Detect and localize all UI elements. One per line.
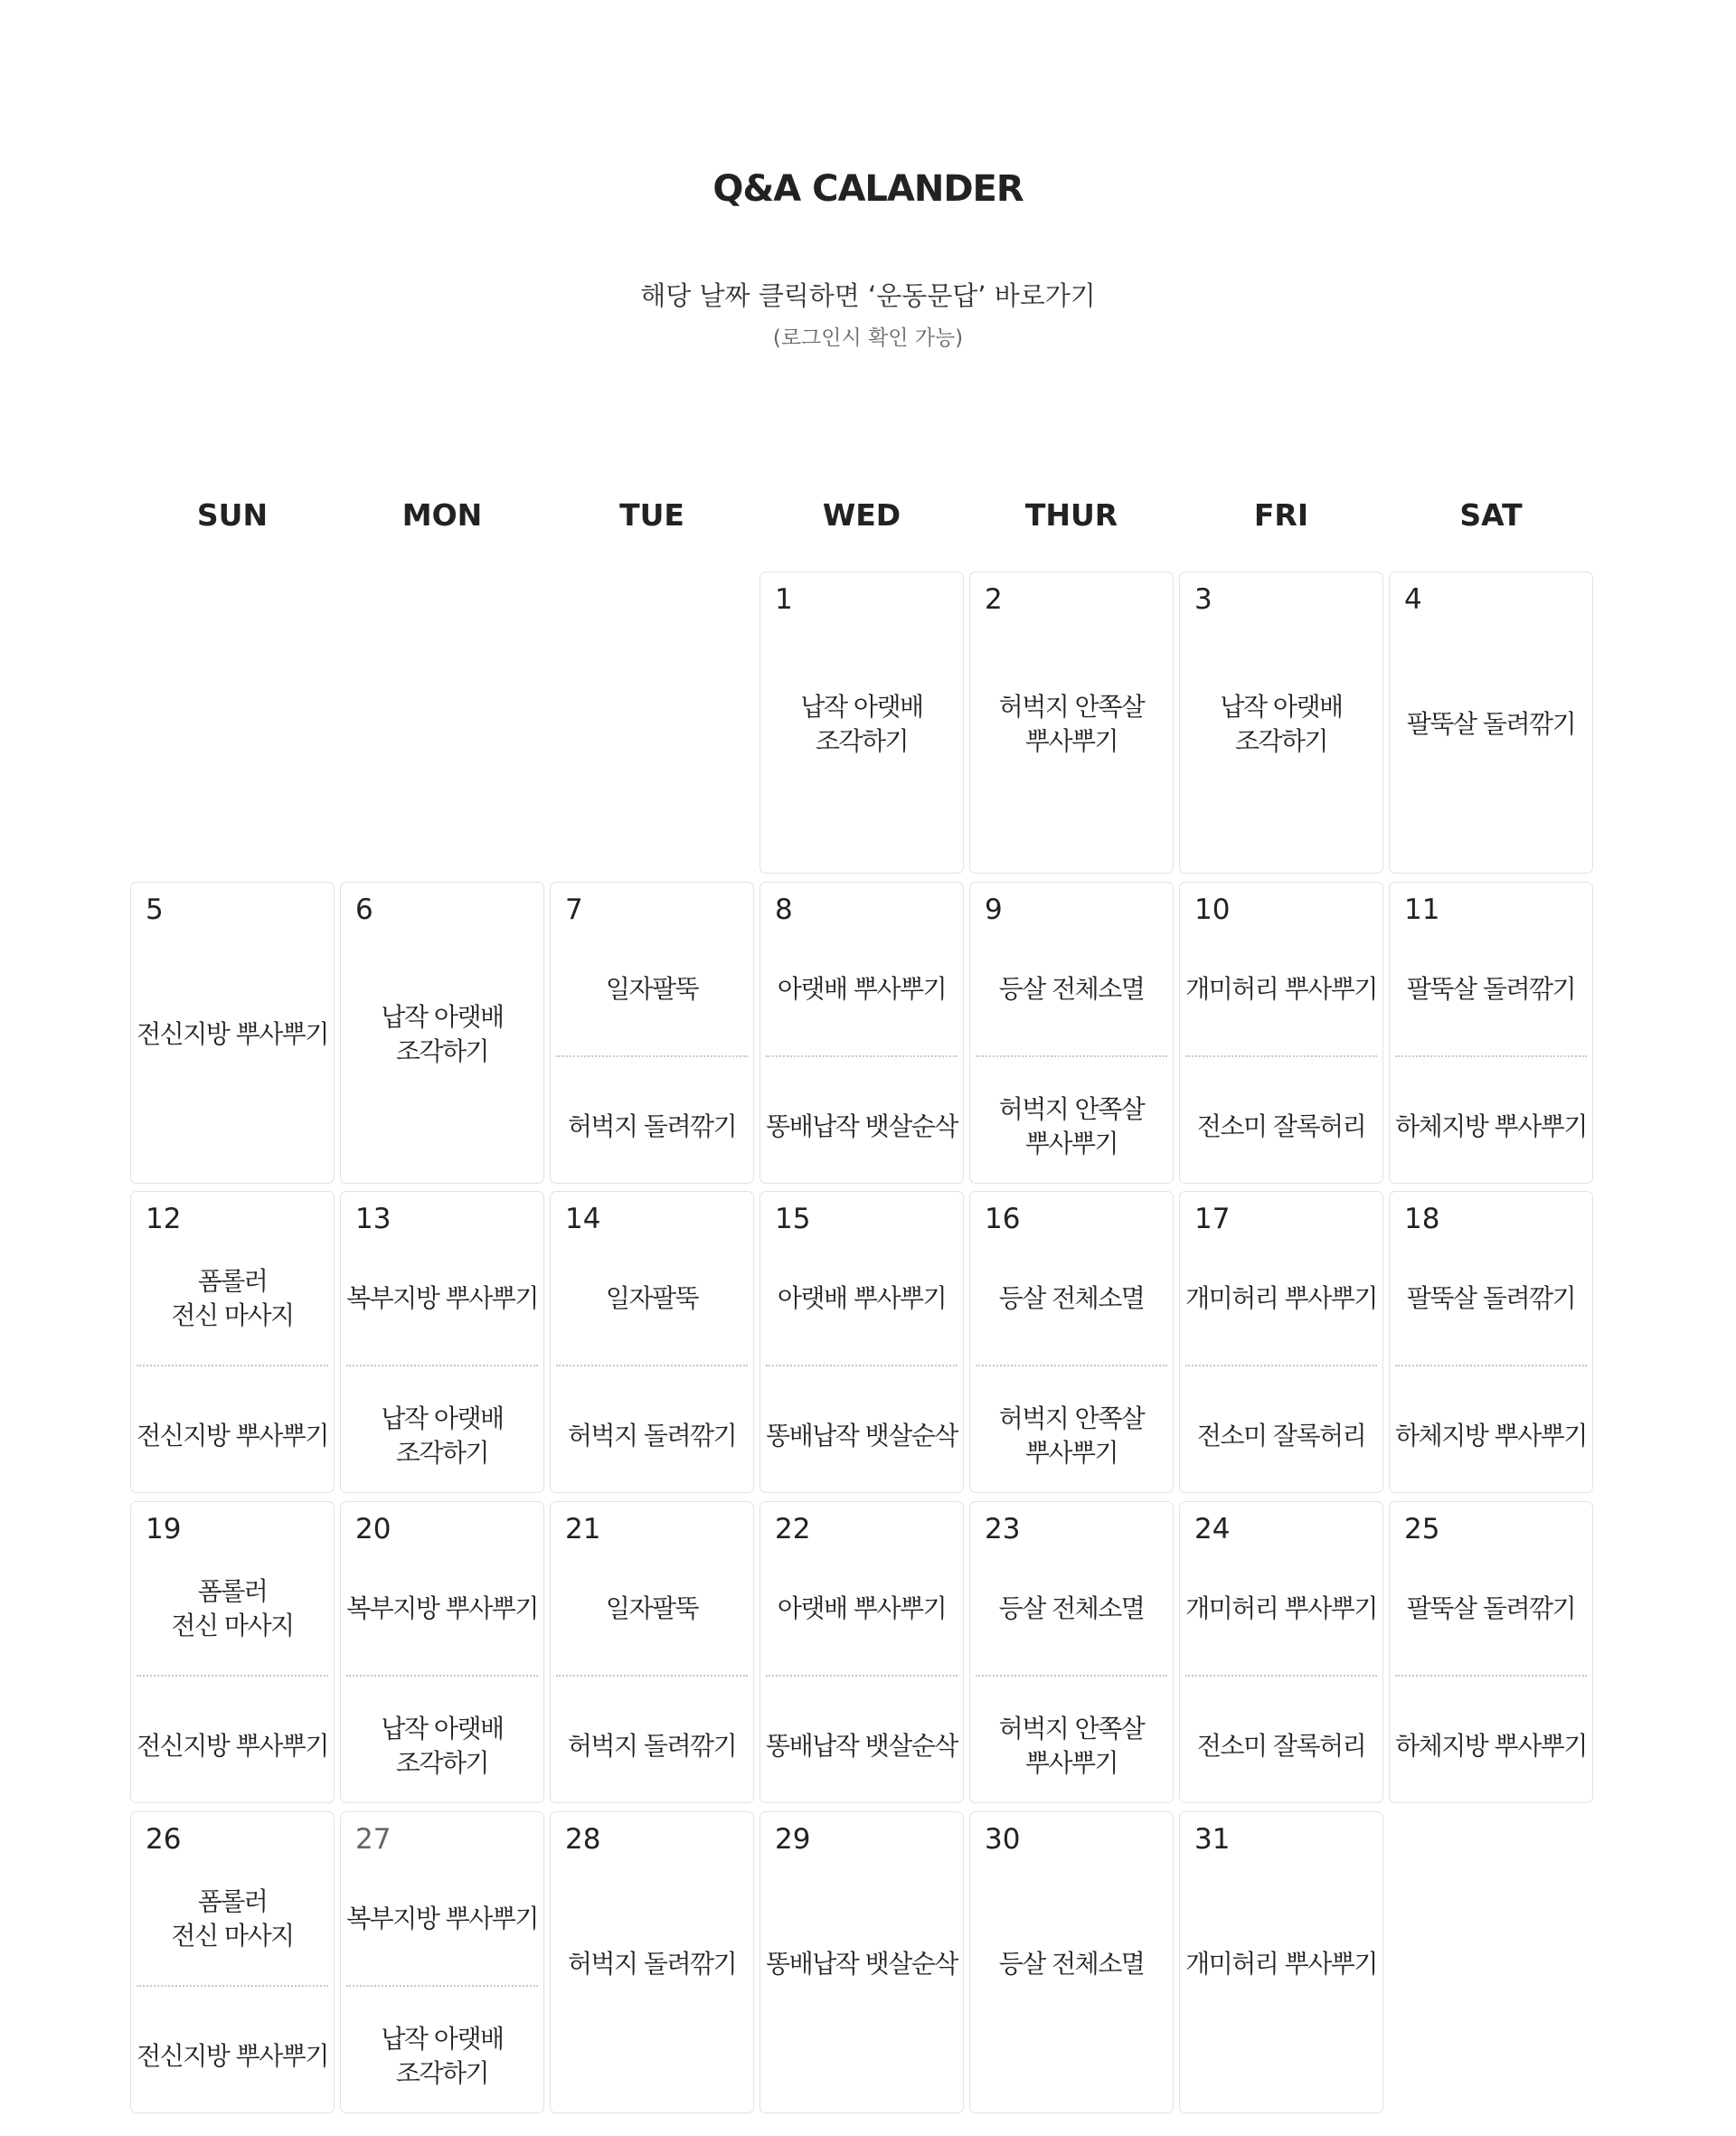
exercise-item: 납작 아랫배 조각하기 <box>381 1404 504 1468</box>
exercise-item: 허벅지 돌려깎기 <box>567 1731 737 1761</box>
exercise-item: 팔뚝살 돌려깎기 <box>1406 1593 1576 1623</box>
exercise-item: 하체지방 뿌사뿌기 <box>1395 1421 1587 1451</box>
day-number: 26 <box>146 1823 182 1856</box>
exercise-item: 납작 아랫배 조각하기 <box>800 692 923 756</box>
slot-divider <box>556 1055 748 1057</box>
slot-divider <box>346 1365 538 1366</box>
exercise-item: 전소미 잘록허리 <box>1196 1111 1366 1141</box>
day-cell-6[interactable] <box>340 882 544 1184</box>
exercise-item: 전신지방 뿌사뿌기 <box>137 1731 328 1761</box>
day-cell-5[interactable] <box>130 882 335 1184</box>
day-cell-16[interactable] <box>969 1191 1174 1493</box>
day-number: 6 <box>355 893 373 926</box>
day-cell-15[interactable] <box>760 1191 964 1493</box>
day-cell-11[interactable] <box>1389 882 1593 1184</box>
exercise-item: 개미허리 뿌사뿌기 <box>1185 1949 1377 1979</box>
exercise-item: 허벅지 안쪽살 뿌사뿌기 <box>998 1404 1145 1468</box>
qa-calendar <box>127 0 1610 2136</box>
day-number: 21 <box>565 1513 601 1545</box>
weekday-mon: MON <box>401 497 483 533</box>
day-number: 12 <box>146 1203 182 1235</box>
exercise-item: 팔뚝살 돌려깎기 <box>1406 709 1576 739</box>
exercise-item: 아랫배 뿌사뿌기 <box>777 974 947 1004</box>
slot-divider <box>976 1675 1167 1677</box>
day-number: 5 <box>146 893 164 926</box>
slot-divider <box>766 1675 958 1677</box>
exercise-item: 전신지방 뿌사뿌기 <box>137 1421 328 1451</box>
day-cell-8[interactable] <box>760 882 964 1184</box>
day-cell-2[interactable] <box>969 572 1174 874</box>
day-number: 7 <box>565 893 583 926</box>
login-note: (로그인시 확인 가능) <box>772 326 964 350</box>
day-number: 13 <box>355 1203 392 1235</box>
exercise-item: 납작 아랫배 조각하기 <box>1220 692 1343 756</box>
exercise-item: 복부지방 뿌사뿌기 <box>346 1904 538 1933</box>
exercise-item: 아랫배 뿌사뿌기 <box>777 1593 947 1623</box>
exercise-item: 허벅지 돌려깎기 <box>567 1111 737 1141</box>
exercise-item: 허벅지 안쪽살 뿌사뿌기 <box>998 692 1145 756</box>
exercise-item: 전신지방 뿌사뿌기 <box>137 2041 328 2071</box>
day-cell-24[interactable] <box>1179 1501 1383 1803</box>
day-number: 20 <box>355 1513 392 1545</box>
day-cell-29[interactable] <box>760 1811 964 2113</box>
exercise-item: 납작 아랫배 조각하기 <box>381 2024 504 2088</box>
day-cell-22[interactable] <box>760 1501 964 1803</box>
exercise-item: 등살 전체소멸 <box>998 1949 1145 1979</box>
weekday-wed: WED <box>822 497 901 533</box>
day-cell-31[interactable] <box>1179 1811 1383 2113</box>
exercise-item: 똥배납작 뱃살순삭 <box>766 1949 958 1979</box>
slot-divider <box>137 1985 328 1987</box>
exercise-item: 등살 전체소멸 <box>998 1283 1145 1313</box>
weekday-fri: FRI <box>1253 497 1309 533</box>
day-number: 9 <box>985 893 1003 926</box>
day-cell-21[interactable] <box>550 1501 754 1803</box>
exercise-item: 폼롤러 전신 마사지 <box>171 1576 294 1640</box>
slot-divider <box>976 1055 1167 1057</box>
slot-divider <box>1185 1055 1377 1057</box>
slot-divider <box>1395 1055 1587 1057</box>
day-cell-23[interactable] <box>969 1501 1174 1803</box>
day-number: 14 <box>565 1203 601 1235</box>
exercise-item: 팔뚝살 돌려깎기 <box>1406 1283 1576 1313</box>
day-cell-19[interactable] <box>130 1501 335 1803</box>
exercise-item: 개미허리 뿌사뿌기 <box>1185 1593 1377 1623</box>
slot-divider <box>556 1675 748 1677</box>
slot-divider <box>556 1365 748 1366</box>
day-number: 31 <box>1194 1823 1231 1856</box>
day-cell-26[interactable] <box>130 1811 335 2113</box>
day-number: 15 <box>775 1203 811 1235</box>
slot-divider <box>1185 1365 1377 1366</box>
day-number: 18 <box>1404 1203 1440 1235</box>
day-cell-30[interactable] <box>969 1811 1174 2113</box>
exercise-item: 복부지방 뿌사뿌기 <box>346 1593 538 1623</box>
day-cell-27[interactable] <box>340 1811 544 2113</box>
exercise-item: 아랫배 뿌사뿌기 <box>777 1283 947 1313</box>
day-number: 10 <box>1194 893 1231 926</box>
day-number: 25 <box>1404 1513 1440 1545</box>
slot-divider <box>1395 1675 1587 1677</box>
day-cell-14[interactable] <box>550 1191 754 1493</box>
day-number: 19 <box>146 1513 182 1545</box>
day-cell-3[interactable] <box>1179 572 1383 874</box>
exercise-item: 납작 아랫배 조각하기 <box>381 1002 504 1066</box>
exercise-item: 하체지방 뿌사뿌기 <box>1395 1731 1587 1761</box>
day-number: 23 <box>985 1513 1021 1545</box>
day-number: 1 <box>775 583 793 616</box>
day-number: 8 <box>775 893 793 926</box>
exercise-item: 허벅지 돌려깎기 <box>567 1949 737 1979</box>
day-cell-13[interactable] <box>340 1191 544 1493</box>
day-cell-25[interactable] <box>1389 1501 1593 1803</box>
day-cell-18[interactable] <box>1389 1191 1593 1493</box>
exercise-item: 똥배납작 뱃살순삭 <box>766 1421 958 1451</box>
day-number: 2 <box>985 583 1003 616</box>
day-cell-7[interactable] <box>550 882 754 1184</box>
exercise-item: 일자팔뚝 <box>605 1283 699 1313</box>
day-cell-1[interactable] <box>760 572 964 874</box>
day-cell-4[interactable] <box>1389 572 1593 874</box>
day-number: 28 <box>565 1823 601 1856</box>
exercise-item: 하체지방 뿌사뿌기 <box>1395 1111 1587 1141</box>
exercise-item: 전소미 잘록허리 <box>1196 1731 1366 1761</box>
day-number: 3 <box>1194 583 1212 616</box>
exercise-item: 납작 아랫배 조각하기 <box>381 1714 504 1778</box>
exercise-item: 허벅지 안쪽살 뿌사뿌기 <box>998 1094 1145 1158</box>
slot-divider <box>346 1985 538 1987</box>
day-number: 16 <box>985 1203 1021 1235</box>
exercise-item: 똥배납작 뱃살순삭 <box>766 1731 958 1761</box>
exercise-item: 폼롤러 전신 마사지 <box>171 1886 294 1951</box>
day-number: 11 <box>1404 893 1440 926</box>
weekday-sun: SUN <box>196 497 269 533</box>
exercise-item: 복부지방 뿌사뿌기 <box>346 1283 538 1313</box>
day-cell-9[interactable] <box>969 882 1174 1184</box>
exercise-item: 개미허리 뿌사뿌기 <box>1185 1283 1377 1313</box>
day-number: 24 <box>1194 1513 1231 1545</box>
day-number: 30 <box>985 1823 1021 1856</box>
weekday-sat: SAT <box>1459 497 1523 533</box>
day-number: 29 <box>775 1823 811 1856</box>
slot-divider <box>1395 1365 1587 1366</box>
weekday-thur: THUR <box>1024 497 1118 533</box>
exercise-item: 일자팔뚝 <box>605 1593 699 1623</box>
page-subtitle: 해당 날짜 클릭하면 ‘운동문답’ 바로가기 <box>640 280 1096 311</box>
day-cell-20[interactable] <box>340 1501 544 1803</box>
exercise-item: 일자팔뚝 <box>605 974 699 1004</box>
day-cell-28[interactable] <box>550 1811 754 2113</box>
exercise-item: 전소미 잘록허리 <box>1196 1421 1366 1451</box>
slot-divider <box>346 1675 538 1677</box>
day-number: 27 <box>355 1823 392 1856</box>
exercise-item: 전신지방 뿌사뿌기 <box>137 1019 328 1049</box>
exercise-item: 폼롤러 전신 마사지 <box>171 1266 294 1330</box>
weekday-tue: TUE <box>619 497 684 533</box>
day-number: 17 <box>1194 1203 1231 1235</box>
slot-divider <box>137 1675 328 1677</box>
exercise-item: 똥배납작 뱃살순삭 <box>766 1111 958 1141</box>
slot-divider <box>766 1365 958 1366</box>
exercise-item: 허벅지 돌려깎기 <box>567 1421 737 1451</box>
day-cell-12[interactable] <box>130 1191 335 1493</box>
day-number: 22 <box>775 1513 811 1545</box>
exercise-item: 개미허리 뿌사뿌기 <box>1185 974 1377 1004</box>
slot-divider <box>766 1055 958 1057</box>
exercise-item: 등살 전체소멸 <box>998 974 1145 1004</box>
exercise-item: 팔뚝살 돌려깎기 <box>1406 974 1576 1004</box>
day-cell-17[interactable] <box>1179 1191 1383 1493</box>
slot-divider <box>1185 1675 1377 1677</box>
day-cell-10[interactable] <box>1179 882 1383 1184</box>
slot-divider <box>976 1365 1167 1366</box>
page-title: Q&A CALANDER <box>712 168 1024 210</box>
exercise-item: 허벅지 안쪽살 뿌사뿌기 <box>998 1714 1145 1778</box>
exercise-item: 등살 전체소멸 <box>998 1593 1145 1623</box>
slot-divider <box>137 1365 328 1366</box>
day-number: 4 <box>1404 583 1422 616</box>
